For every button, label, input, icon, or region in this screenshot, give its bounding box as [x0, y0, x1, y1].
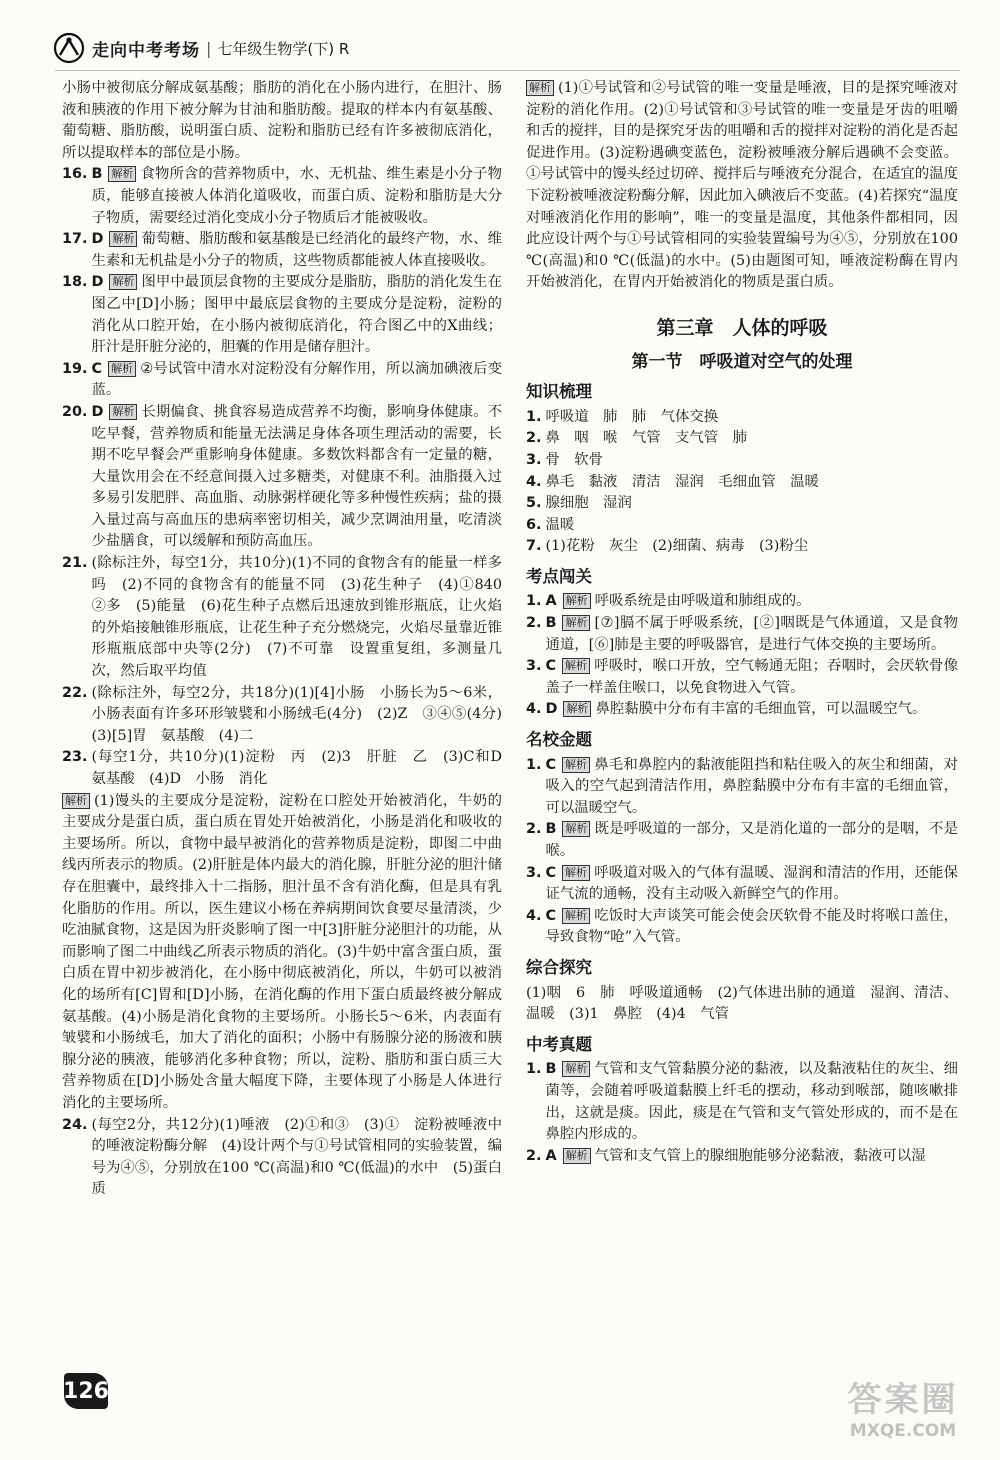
list-item [526, 428, 958, 450]
item-number: 19. [62, 360, 88, 377]
item-body [545, 863, 958, 906]
answer-item-23 [62, 747, 517, 790]
item-answer: B [91, 166, 103, 183]
item-number: 1. [526, 756, 542, 773]
item-text: 呼吸道对吸入的气体有温暖、湿润和清洁的作用，还能保证气流的通畅，没有主动吸入新鲜空气的作用。 [545, 864, 958, 903]
item-answer: C [545, 658, 557, 675]
item-number: 4. [526, 473, 542, 490]
watermark-logo-text: 答案圈 [847, 1380, 959, 1420]
item-answer: C [91, 360, 103, 377]
item-text: ②号试管中清水对淀粉没有分解作用，所以滴加碘液后变蓝。 [91, 360, 502, 399]
answer-item-17 [62, 229, 502, 272]
item-answer: D [545, 701, 558, 718]
list-item [526, 450, 958, 472]
analysis-text: (1)①号试管和②号试管的唯一变量是唾液，目的是探究唾液对淀粉的消化作用。(2)①号试管和③号试管的唯一变量是牙齿的咀嚼和舌的搅拌，目的是探究牙齿的咀嚼和舌的搅拌对淀粉的消化是否起促进作用。(3)淀粉遇碘变蓝色，淀粉被唾液分解后遇碘不会变蓝。①号试管中的馒头经过切碎、搅拌后与唾液充分混合，在适宜的温度下淀粉被唾液淀粉酶分解，因此加入碘液后不变蓝。(4)若探究“温度对唾液消化作用的影响”，唯一的变量是温度，其他条件都相同，因此应设计两个与①号试管相同的实验装置编号为④⑤，分别放在100 ℃(高温)和0 ℃(低温)的水中。(5)由题图可知，唾液淀粉酶在胃内开始被消化，在胃内开始被消化的物质是蛋白质。 [526, 80, 958, 291]
list-item [526, 656, 958, 699]
item-body [545, 1059, 958, 1145]
item-number: 3. [526, 451, 542, 468]
list-item [526, 863, 958, 906]
item-number: 20. [62, 403, 88, 420]
item-answer: B [545, 1061, 557, 1078]
answer-item-19 [62, 359, 502, 402]
answer-item-21 [62, 553, 517, 683]
item-text: 吃饭时大声谈笑可能会使会厌软骨不能及时将喉口盖住，导致食物“呛”入气管。 [545, 907, 958, 946]
analysis-tag: 解析 [562, 908, 590, 924]
analysis-tag: 解析 [562, 615, 590, 631]
page-header [52, 28, 349, 68]
item-number: 18. [62, 274, 88, 291]
item-answer: B [545, 821, 557, 838]
item-text: 食物所含的营养物质中，水、无机盐、维生素是小分子物质，能够直接被人体消化道吸收，而蛋白质、淀粉和脂肪是大分子物质，需要经过消化变成小分子物质后才能被吸收。 [91, 166, 502, 226]
answer-item-16 [62, 164, 502, 229]
brand-name: 走向中考考场 [92, 40, 200, 61]
intro-paragraph: 小肠中被彻底分解成氨基酸；脂肪的消化在小肠内进行，在胆汁、肠液和胰液的作用下被分解为甘油和脂肪酸。提取的样本内有氨基酸、葡萄糖、脂肪酸，说明蛋白质、淀粉和脂肪已经有许多被彻底消化，所以提取样本的部位是小肠。 [62, 80, 502, 161]
item-number: 6. [526, 516, 542, 533]
item-body [92, 359, 503, 402]
list-item [526, 755, 958, 820]
watermark-url: MXQE.COM [849, 1421, 957, 1441]
item-text: 图甲中最顶层食物的主要成分是脂肪，脂肪的消化发生在图乙中[D]小肠；图甲中最底层食物的主要成分是淀粉，淀粉的消化从口腔开始，在小肠内被彻底消化，符合图乙中的X曲线；肝汁是肝脏分泌的，胆囊的作用是储存胆汁。 [91, 274, 502, 356]
item-text: 气管和支气管黏膜分泌的黏液，以及黏液粘住的灰尘、细菌等，会随着呼吸道黏膜上纤毛的摆动，移动到喉部，随咳嗽排出，这就是痰。因此，痰是在气管和支气管处形成的，而不是在鼻腔内形成的。 [545, 1061, 958, 1143]
item-text: (除标注外，每空1分，共10分)(1)不同的食物含有的能量一样多吗 (2)不同的食物含有的能量不同 (3)花生种子 (4)①840 ②多 (5)能量 (6)花生种子点燃后迅速放到锥形瓶底，让火焰的外焰接触锥形瓶底，让花生种子充分燃烧完，火焰尽量靠近锥形瓶瓶底部中央等(2分) (7)不可靠 设置重复组，多测量几次，然后取平均值 [91, 555, 517, 680]
analysis-tag: 解析 [109, 274, 137, 290]
item-body [545, 656, 958, 699]
list-item [526, 472, 958, 494]
item-body [545, 755, 958, 820]
item-text: 鼻 咽 喉 气管 支气管 肺 [545, 430, 747, 447]
item-body [92, 164, 503, 229]
item-text: 鼻毛 黏液 清洁 湿润 毛细血管 温暖 [545, 473, 819, 490]
analysis-tag: 解析 [562, 865, 590, 881]
watermark [828, 1372, 978, 1446]
item-answer: A [545, 1147, 557, 1164]
item-body [545, 591, 958, 613]
list-item [526, 1146, 958, 1168]
analysis-tag: 解析 [562, 658, 590, 674]
item-number: 1. [526, 1061, 542, 1078]
comprehensive-heading: 综合探究 [526, 957, 592, 977]
list-item [526, 536, 958, 558]
item-23-analysis [62, 791, 502, 1115]
famous-school-heading: 名校金题 [526, 730, 592, 750]
list-item [526, 906, 958, 949]
item-text: 既是呼吸道的一部分，又是消化道的一部分的是咽，不是喉。 [545, 821, 958, 859]
answer-item-24 [62, 1115, 502, 1201]
item-number: 1. [526, 593, 542, 610]
analysis-tag: 解析 [562, 757, 590, 773]
section-title: 第一节 呼吸道对空气的处理 [631, 351, 853, 372]
item-number: 4. [526, 907, 542, 924]
item-text: 葡萄糖、脂肪酸和氨基酸是已经消化的最终产物，水、维生素和无机盐是小分子的物质，这些物质都能被人体直接吸收。 [91, 231, 502, 269]
item-number: 24. [62, 1116, 88, 1133]
item-24-analysis [526, 78, 958, 294]
analysis-tag: 解析 [109, 231, 137, 247]
analysis-tag: 解析 [109, 404, 137, 420]
item-number: 5. [526, 495, 542, 512]
analysis-tag: 解析 [562, 821, 590, 837]
checkpoint-heading: 考点闯关 [526, 566, 592, 586]
item-number: 17. [62, 231, 88, 248]
item-text: 呼吸道 肺 肺 气体交换 [545, 408, 719, 425]
item-text: 鼻腔黏膜中分布有丰富的毛细血管，可以温暖空气。 [595, 701, 927, 718]
item-body [545, 613, 958, 656]
list-item [526, 493, 958, 515]
item-text: 腺细胞 湿润 [545, 495, 632, 512]
analysis-tag: 解析 [526, 80, 554, 96]
item-answer: D [91, 274, 104, 291]
item-number: 2. [526, 821, 542, 838]
item-text: (每空2分，共12分)(1)唾液 (2)①和③ (3)① 淀粉被唾液中的唾液淀粉酶分解 (4)设计两个与①号试管相同的实验装置，编号为④⑤，分别放在100 ℃(高温)和0 ℃(低温)的水中 (5)蛋白质 [91, 1116, 502, 1198]
item-text: (1)花粉 灰尘 (2)细菌、病毒 (3)粉尘 [545, 538, 809, 555]
analysis-tag: 解析 [62, 793, 90, 809]
page-number: 126 [64, 1373, 108, 1409]
item-answer: A [545, 593, 557, 610]
item-number: 21. [62, 555, 88, 572]
item-answer: D [91, 231, 104, 248]
item-answer: C [545, 756, 557, 773]
knowledge-review-heading: 知识梳理 [526, 382, 592, 402]
brand-logo-icon [52, 31, 86, 65]
item-text: 呼吸时，喉口开放，空气畅通无阻；吞咽时，会厌软骨像盖子一样盖住喉口，以免食物进入气管。 [545, 658, 958, 696]
item-body [92, 402, 503, 553]
header-rule [55, 70, 960, 71]
item-number: 7. [526, 538, 542, 555]
item-text: 长期偏食、挑食容易造成营养不均衡，影响身体健康。不吃早餐，营养物质和能量无法满足身体各项生理活动的需要，长期不吃早餐会严重影响身体健康。多数饮料都含有一定量的糖，大量饮用会在不经意间摄入过多糖类，对健康不利。油脂摄入过多易引发肥胖、高血脂、动脉粥样硬化等多种慢性疾病；盐的摄入量过高与高血压的患病率密切相关，减少烹调油用量，吃清淡少盐膳食，可以缓解和预防高血压。 [91, 403, 502, 550]
analysis-tag: 解析 [108, 361, 136, 377]
item-number: 2. [526, 430, 542, 447]
analysis-tag: 解析 [562, 1061, 590, 1077]
item-text: 骨 软骨 [545, 451, 604, 468]
item-number: 16. [62, 166, 88, 183]
answer-item-20 [62, 402, 502, 553]
item-body [545, 1146, 958, 1168]
list-item [526, 819, 958, 862]
item-number: 23. [62, 749, 88, 766]
item-text: [⑦]膈不属于呼吸系统，[②]咽既是气体通道，又是食物通道，[⑥]肺是主要的呼吸器官，是进行气体交换的主要场所。 [545, 615, 958, 653]
left-column [62, 78, 517, 1201]
subject-title: 七年级生物学(下) R [217, 39, 350, 58]
analysis-tag: 解析 [108, 166, 136, 182]
item-number: 3. [526, 658, 542, 675]
item-answer: D [91, 403, 104, 420]
item-body [545, 699, 958, 721]
exam-questions-heading: 中考真题 [526, 1034, 592, 1054]
item-number: 3. [526, 864, 542, 881]
answer-item-18 [62, 272, 502, 358]
item-text: 气管和支气管上的腺细胞能够分泌黏液，黏液可以湿 [594, 1147, 926, 1164]
list-item [526, 699, 958, 721]
list-item [526, 407, 958, 429]
list-item [526, 613, 958, 656]
analysis-tag: 解析 [563, 593, 591, 609]
item-number: 22. [62, 684, 88, 701]
item-body [92, 229, 503, 272]
item-answer: C [545, 864, 557, 881]
right-column [526, 78, 958, 1167]
item-text: (除标注外，每空2分，共18分)(1)[4]小肠 小肠长为5～6米，小肠表面有许多环形皱襞和小肠绒毛(4分) (2)Z ③④⑤(4分) (3)[5]胃 氨基酸 (4)二 [91, 684, 517, 744]
analysis-text: (1)馒头的主要成分是淀粉，淀粉在口腔处开始被消化，牛奶的主要成分是蛋白质，蛋白质在胃处开始被消化，小肠是消化和吸收的主要场所。所以，食物中最早被消化的营养物质是淀粉，即图二中曲线丙所表示的物质。(2)肝脏是体内最大的消化腺，肝脏分泌的胆汁储存在胆囊中，最终排入十二指肠，胆汁虽不含有消化酶，但是具有乳化脂肪的作用。所以，医生建议小杨在养病期间饮食要尽量清淡，少吃油腻食物，这是因为肝炎影响了图一中[3]肝脏分泌胆汁的功能，从而影响了图二中曲线乙所表示物质的消化。(3)牛奶中富含蛋白质，蛋白质在胃中初步被消化，在小肠中彻底被消化，所以，牛奶可以被消化的场所有[C]胃和[D]小肠，在消化酶的作用下蛋白质最终被分解成氨基酸。(4)小肠是消化食物的主要场所。小肠长5～6米，内表面有皱襞和小肠绒毛，加大了消化的面积；小肠中有肠腺分泌的肠液和胰腺分泌的胰液，能够消化多种食物；所以，淀粉、脂肪和蛋白质三大营养物质在[D]小肠处含量大幅度下降，主要体现了小肠是人体进行消化的主要场所。 [62, 792, 502, 1111]
analysis-tag: 解析 [563, 701, 591, 717]
item-text: 呼吸系统是由呼吸道和肺组成的。 [594, 593, 811, 610]
item-number: 2. [526, 1147, 542, 1164]
item-text: 温暖 [545, 516, 575, 533]
answer-item-22 [62, 683, 517, 748]
item-number: 4. [526, 701, 542, 718]
item-text: (每空1分，共10分)(1)淀粉 丙 (2)3 肝脏 乙 (3)C和D 氨基酸 (4)D 小肠 消化 [91, 749, 517, 787]
knowledge-review-list [526, 407, 958, 558]
comprehensive-answer: (1)咽 6 肺 呼吸道通畅 (2)气体进出肺的通道 湿润、清洁、温暖 (3)1 鼻腔 (4)4 气管 [526, 984, 958, 1023]
list-item [526, 1059, 958, 1145]
item-text: 鼻毛和鼻腔内的黏液能阻挡和粘住吸入的灰尘和细菌，对吸入的空气起到清洁作用，鼻腔黏膜中分布有丰富的毛细血管，可以温暖空气。 [545, 756, 958, 816]
item-body [545, 906, 958, 949]
item-answer: C [545, 907, 557, 924]
header-separator: | [206, 38, 212, 58]
item-answer: B [545, 615, 557, 632]
item-body [545, 819, 958, 862]
analysis-tag: 解析 [563, 1148, 591, 1164]
list-item [526, 591, 958, 613]
item-number: 2. [526, 615, 542, 632]
chapter-title: 第三章 人体的呼吸 [656, 316, 828, 339]
item-number: 1. [526, 408, 542, 425]
list-item [526, 515, 958, 537]
item-body [92, 272, 503, 358]
